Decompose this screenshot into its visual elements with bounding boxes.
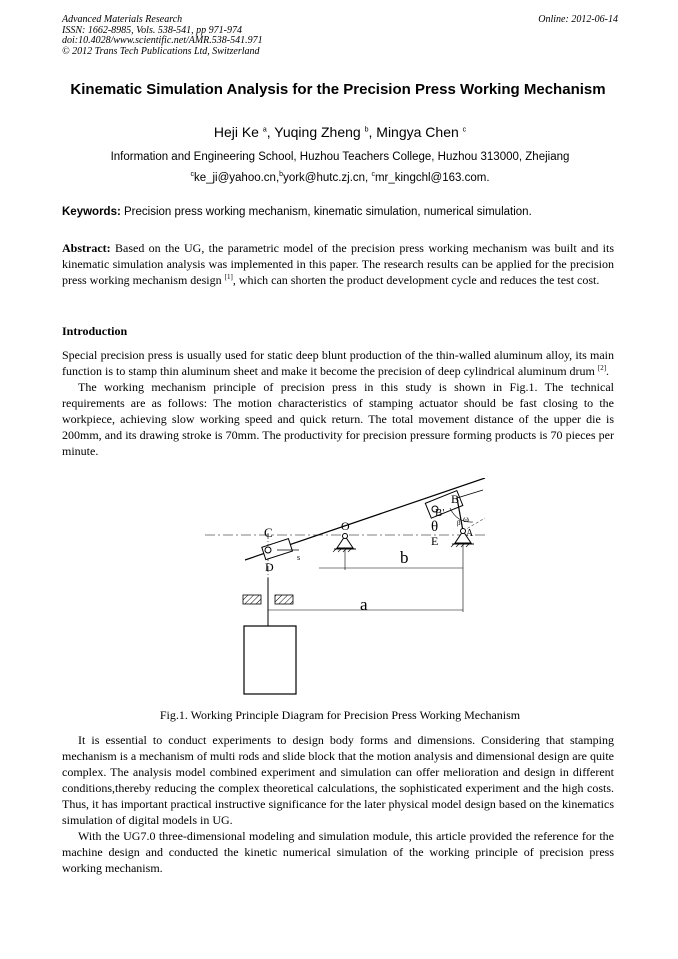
abstract-label: Abstract: [62, 241, 111, 255]
email-mark: c [190, 171, 194, 179]
label-a-pt: A [466, 528, 474, 539]
online-date: Online: 2012-06-14 [538, 14, 618, 25]
abstract-text-2: , which can shorten the product development cycle and reduces the test cost. [232, 273, 600, 287]
label-a-dim: a [360, 595, 368, 614]
journal-name: Advanced Materials Research [62, 14, 183, 25]
joint-c [265, 547, 271, 553]
intro-p1-ref: [2] [597, 364, 607, 372]
journal-doi: doi:10.4028/www.scientific.net/AMR.538-541.971 [62, 35, 263, 46]
label-b-prime: B' [435, 507, 445, 519]
closing-section [62, 732, 614, 876]
author-name: Mingya Chen [376, 124, 459, 140]
email-mark: b [279, 171, 284, 179]
paper-title: Kinematic Simulation Analysis for the Precision Press Working Mechanism [70, 81, 606, 98]
closing-paragraph-1: It is essential to conduct experiments to design body forms and dimensions. Considering that stamping mechanism is a mechanism of multi rods and slide block that the motion analysis and dimensional design are quite complex. The analysis model combined experiment and simulation can offer melioration and design in different conditions,thereby reducing the complex theoretical calculations, the sophisticated experiment and the high costs. Thus, it has important practical instructive significance for the later physical model design based on the kinematics simulation of digital models in UG. [62, 733, 614, 827]
mechanism-diagram [195, 478, 495, 700]
email-list: $^c$ke_ji@yahoo.cn,$^b$york@hutc.zj.cn, $^c$mr_kingchl@163.com. [190, 171, 490, 184]
label-b-dim: b [400, 548, 409, 567]
author-mark: c [462, 126, 467, 134]
intro-section [62, 347, 614, 459]
intro-p1-end: . [606, 364, 610, 378]
intro-heading: Introduction [62, 324, 128, 338]
guide-left [243, 595, 261, 604]
email-mark: c [371, 171, 375, 179]
label-theta: θ [431, 519, 439, 535]
intro-p1-text: Special precision press is usually used for static deep blunt production of the thin-walled aluminum alloy, its main function is to stamp thin aluminum sheet and make it become the precision of deep cylindrical aluminum drum [62, 348, 614, 378]
keywords-text: Precision press working mechanism, kinematic simulation, numerical simulation. [124, 206, 532, 218]
rotation-arc [450, 508, 473, 522]
abstract-paragraph [62, 240, 614, 288]
author-mark: a [262, 126, 267, 134]
abstract-ref: [1] [224, 273, 233, 281]
guide-right [275, 595, 293, 604]
die-block [244, 626, 296, 694]
affiliation: Information and Engineering School, Huzhou Teachers College, Huzhou 313000, Zhejiang [110, 151, 570, 163]
abstract-text-1: Based on the UG, the parametric model of the precision press working mechanism was built and its kinematic simulation analysis was implemented in this paper. The research results can be applied for the precision press working mechanism design [62, 241, 614, 287]
intro-paragraph-2: The working mechanism principle of precision press in this study is shown in Fig.1. The technical requirements are as follows: The motion characteristics of stamping actuator should be fast closing to the workpiece, achieving slow working speed and quick return. The total movement distance of the upper die is 200mm, and its drawing stroke is 70mm. The productivity for precision pressure forming products is 70 pieces per minute. [62, 380, 614, 458]
journal-copyright: © 2012 Trans Tech Publications Ltd, Switzerland [62, 45, 260, 57]
author-name: Heji Ke [213, 124, 259, 140]
author-mark: b [364, 126, 369, 134]
label-s: s [297, 553, 301, 562]
keywords-line [62, 205, 618, 220]
journal-issn: ISSN: 1662-8985, Vols. 538-541, pp 971-974 [62, 24, 242, 36]
label-e: E [431, 534, 439, 548]
figure-caption: Fig.1. Working Principle Diagram for Precision Press Working Mechanism [159, 708, 521, 722]
label-omega: ω [463, 514, 469, 524]
label-o: O [341, 519, 350, 533]
email-address[interactable]: mr_kingchl@163.com. [374, 172, 490, 184]
closing-paragraph-2: With the UG7.0 three-dimensional modeling and simulation module, this article provided the reference for the machine design and conducted the kinetic numerical simulation of the working principle of precision press working mechanism. [62, 829, 614, 875]
label-c: C [264, 525, 273, 540]
email-address[interactable]: ke_ji@yahoo.cn [193, 172, 276, 184]
label-d: D [265, 560, 274, 574]
journal-header [62, 15, 618, 57]
keywords-label: Keywords: [62, 206, 121, 218]
pivot-o [333, 534, 356, 553]
label-b-pt: B [451, 492, 460, 506]
label-beta: β [457, 519, 461, 527]
author-list: Heji Ke $^a$, Yuqing Zheng $^b$, Mingya Chen $^c$ [213, 124, 467, 140]
intro-paragraph-1 [62, 347, 614, 379]
crank-end [457, 490, 483, 498]
author-name: Yuqing Zheng [274, 124, 361, 140]
email-address[interactable]: york@hutc.zj.cn [283, 172, 366, 184]
